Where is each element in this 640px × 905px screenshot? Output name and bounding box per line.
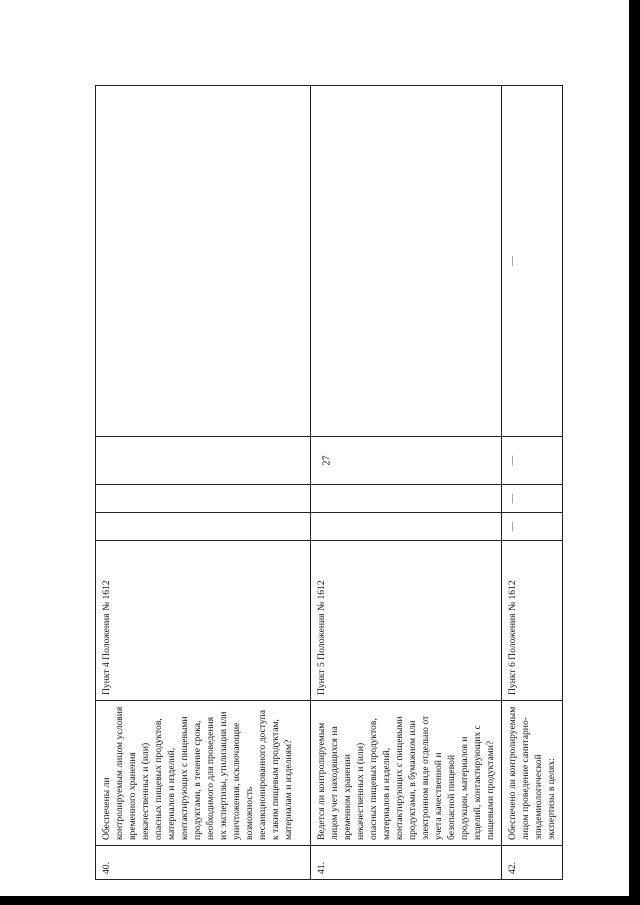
row-number: 40. bbox=[96, 846, 311, 880]
row-reference: Пункт 6 Положения № 1612 bbox=[502, 541, 563, 701]
checklist-table bbox=[95, 85, 563, 880]
row-col-b bbox=[96, 485, 311, 513]
scan-border-bottom bbox=[0, 896, 640, 905]
table-row bbox=[96, 86, 311, 880]
checklist-table-rotated bbox=[95, 85, 557, 880]
row-col-c bbox=[96, 437, 311, 485]
row-reference: Пункт 5 Положения № 1612 bbox=[311, 541, 502, 701]
row-col-a: — bbox=[502, 513, 563, 541]
row-col-a bbox=[311, 513, 502, 541]
row-question: Обеспечены ли контролируемым лицом условия временного хранения некачественных и (или) опасных пищевых продуктов, материалов и изделий, контактирующих с пищевыми продуктами, в течение срока, необходимого для проведения их экспертизы, утилизации или уничтожения, исключающие возможность несанкционированного доступа к таким пищевым продуктам, материалам и изделиям? bbox=[96, 701, 311, 846]
row-col-c bbox=[311, 437, 502, 485]
row-question: Обеспечено ли контролируемым лицом проведение санитарно-эпидемиологической экспертизы в целях: bbox=[502, 701, 563, 846]
row-reference: Пункт 4 Положения № 1612 bbox=[96, 541, 311, 701]
row-note bbox=[311, 86, 502, 437]
row-col-b: — bbox=[502, 485, 563, 513]
row-col-c: — bbox=[502, 437, 563, 485]
row-number: 41. bbox=[311, 846, 502, 880]
page-number: 27 bbox=[321, 455, 333, 466]
table-row bbox=[311, 86, 502, 880]
row-note bbox=[96, 86, 311, 437]
row-col-a bbox=[96, 513, 311, 541]
table-row bbox=[502, 86, 563, 880]
row-col-b bbox=[311, 485, 502, 513]
scan-border-right bbox=[629, 0, 640, 905]
row-note: — bbox=[502, 86, 563, 437]
row-number: 42. bbox=[502, 846, 563, 880]
row-question: Ведется ли контролируемым лицом учет находящихся на временном хранении некачественных и (или) опасных пищевых продуктов, материалов и изделий, контактирующих с пищевыми продуктами, в бумажном или электронном виде отдельно от учета качественной и безопасной пищевой продукции, материалов и изделий, контактирующих с пищевыми продуктами? bbox=[311, 701, 502, 846]
